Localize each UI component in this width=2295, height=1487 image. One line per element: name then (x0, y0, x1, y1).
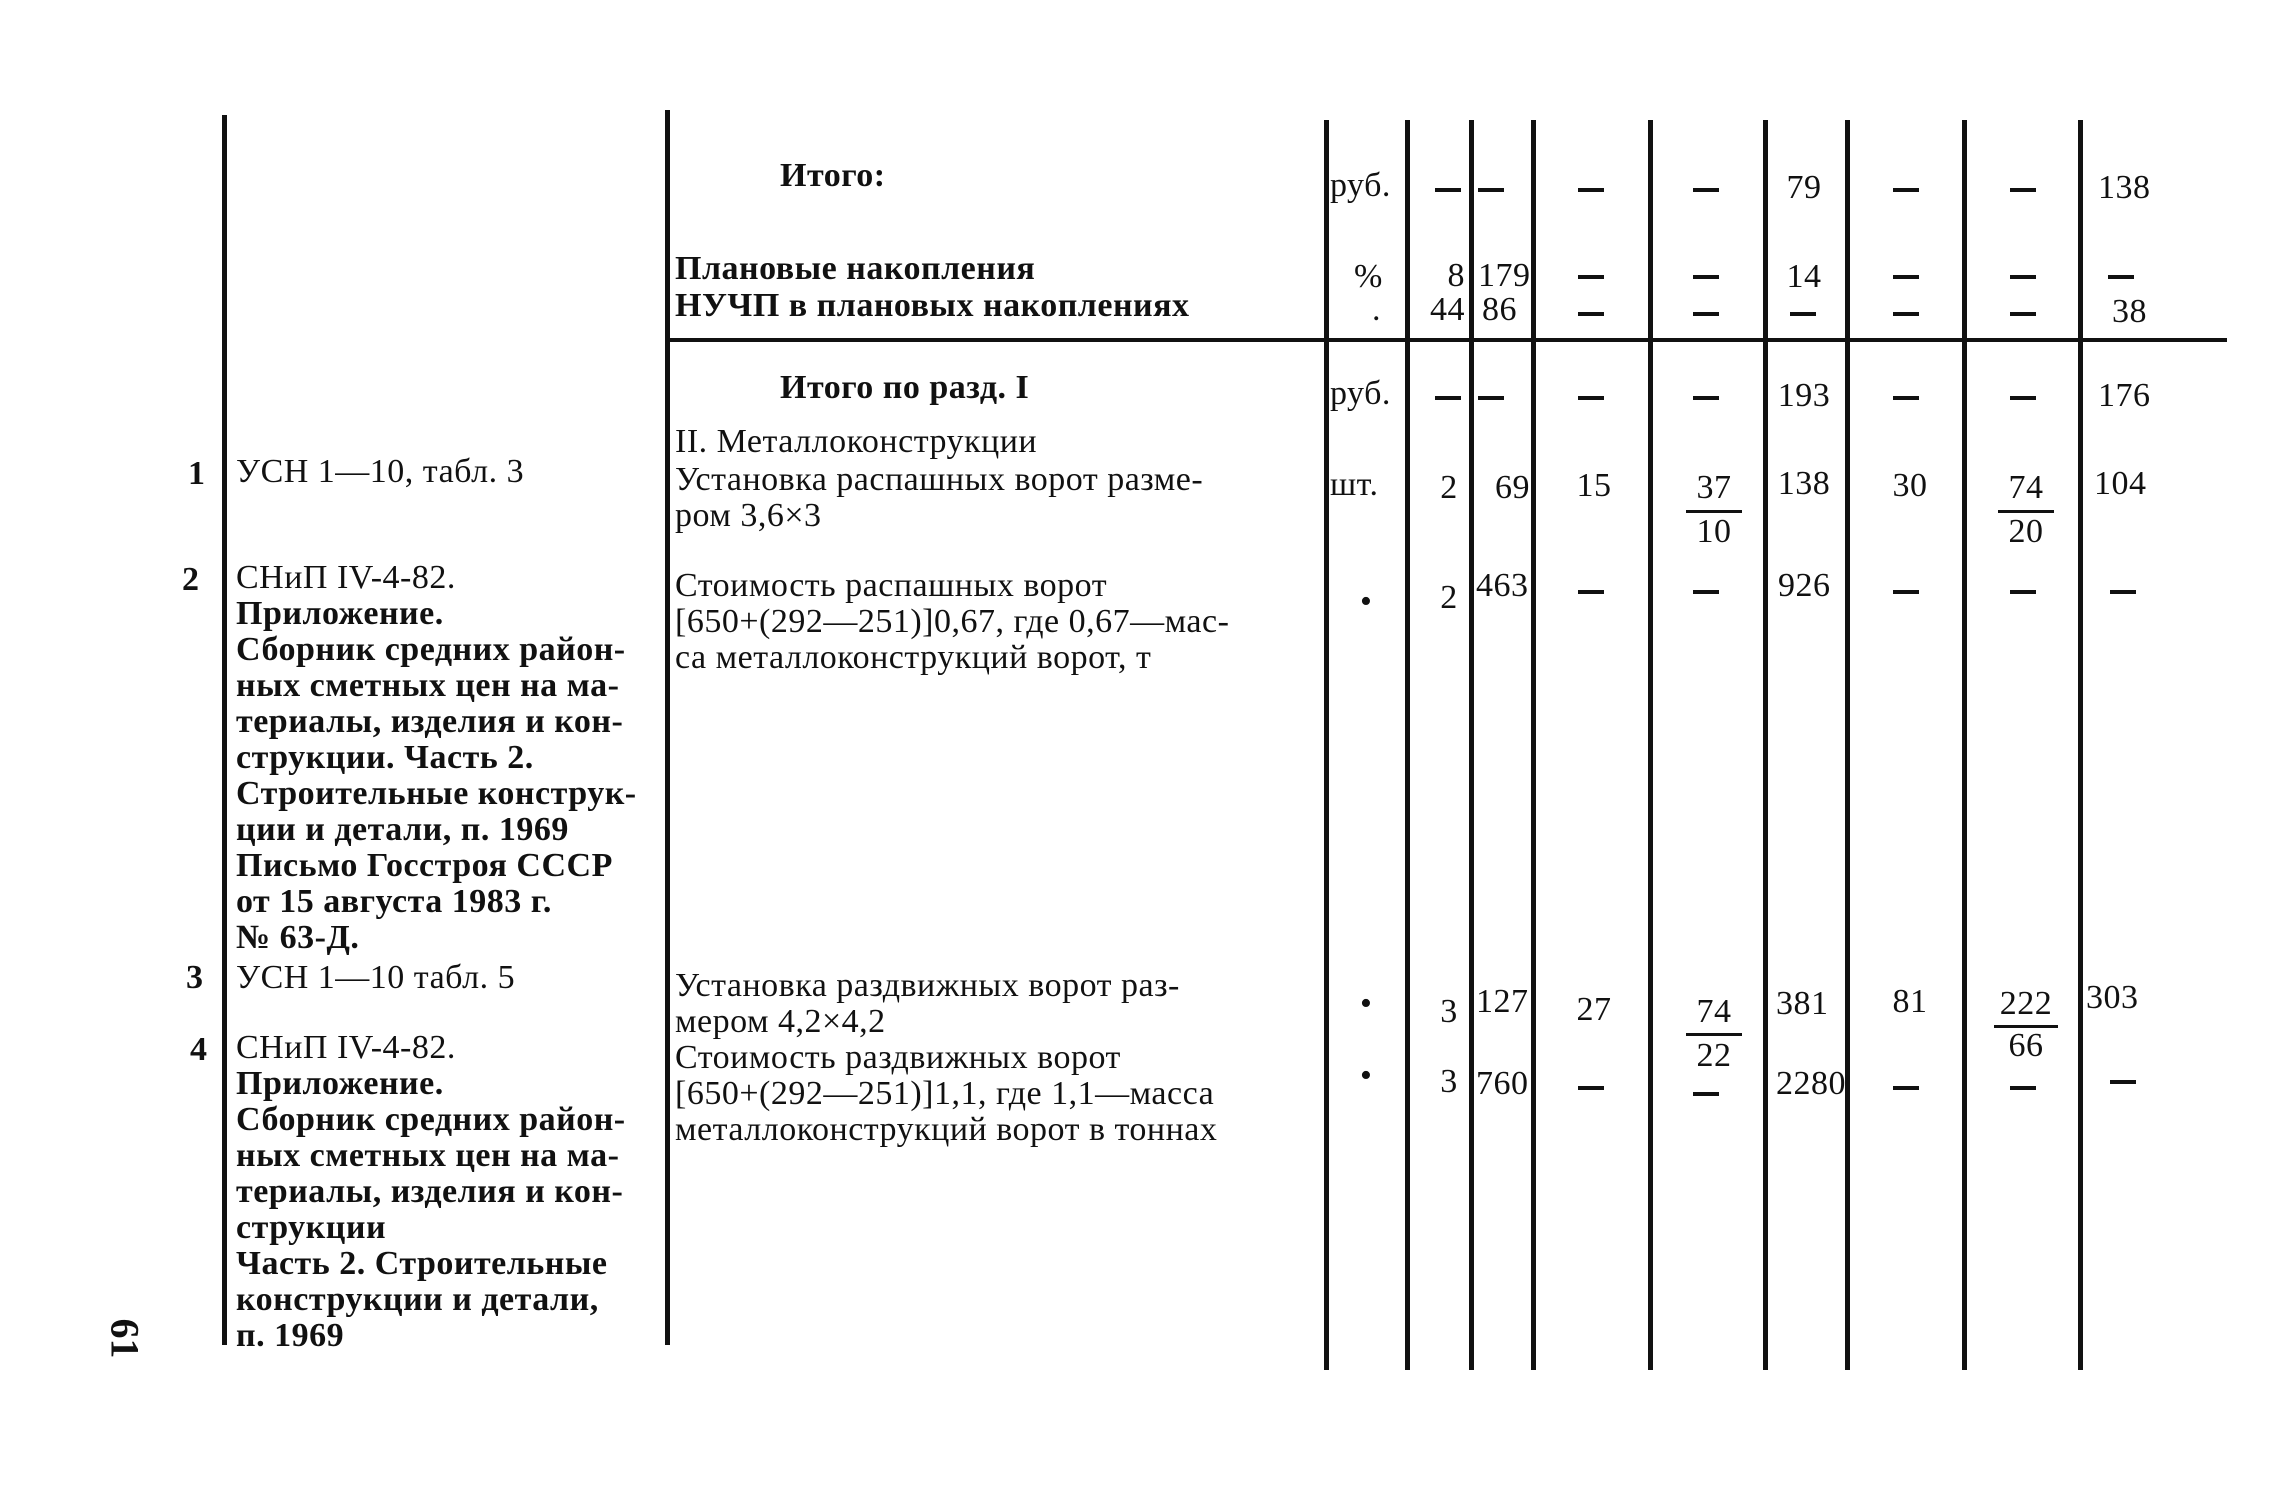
itogo-c5: 79 (1786, 169, 1822, 206)
rule-desc (1324, 120, 1329, 1370)
row-dash-c7 (2010, 590, 2036, 594)
row-description: Установка распашных ворот разме- (675, 461, 1204, 498)
planovye-dash-c9 (2108, 275, 2134, 279)
row-reference: Строительные конструк- (236, 775, 637, 812)
planovye-label: Плановые накопления (675, 250, 1036, 287)
row-description: ром 3,6×3 (675, 497, 822, 534)
row-unit: шт. (1330, 466, 1379, 503)
row-c7-bottom: 66 (2008, 1027, 2044, 1064)
row-dash-c4 (1693, 1092, 1719, 1096)
planovye-unit: % (1354, 258, 1383, 295)
row-unit: • (1360, 583, 1373, 620)
itogo-c9: 138 (2098, 169, 2151, 206)
row-c7-top: 222 (1999, 985, 2053, 1022)
row-c4-bottom: 22 (1696, 1037, 1732, 1074)
row-c5: 2280 (1776, 1065, 1846, 1102)
rule-ref (665, 110, 670, 1345)
row-reference: Сборник средних район- (236, 1101, 626, 1138)
row-c1: 2 (1440, 469, 1458, 506)
nuchp-dash-c7 (2010, 312, 2036, 316)
row-c5: 381 (1776, 985, 1829, 1022)
row-number: 2 (182, 561, 200, 598)
row-number: 4 (190, 1031, 208, 1068)
row-reference: териалы, изделия и кон- (236, 1173, 624, 1210)
nuchp-dash-c4 (1693, 312, 1719, 316)
row-dash-c8 (2110, 1080, 2136, 1084)
planovye-dash-c3 (1578, 275, 1604, 279)
row-c4-top: 37 (1696, 469, 1732, 506)
nuchp-dash-c5 (1790, 312, 1816, 316)
row-description: Стоимость распашных ворот (675, 567, 1108, 604)
row-description: Стоимость раздвижных ворот (675, 1039, 1121, 1076)
row-reference: от 15 августа 1983 г. (236, 883, 552, 920)
row-c1: 2 (1440, 579, 1458, 616)
itogo-dash-c3 (1578, 188, 1604, 192)
itogo-label: Итого: (780, 157, 886, 194)
row-reference: УСН 1—10, табл. 3 (236, 453, 525, 490)
row-reference: Часть 2. Строительные (236, 1245, 608, 1282)
planovye-dash-c4 (1693, 275, 1719, 279)
row-reference: струкции. Часть 2. (236, 739, 534, 776)
row-dash-c7 (2010, 1086, 2036, 1090)
rule-c7 (2078, 120, 2083, 1370)
nuchp-label: НУЧП в плановых накоплениях (675, 287, 1190, 324)
row-description: Установка раздвижных ворот раз- (675, 967, 1180, 1004)
nuchp-dash-c6 (1893, 312, 1919, 316)
itogo-razd-label: Итого по разд. I (780, 369, 1030, 406)
row-dash-c3 (1578, 1086, 1604, 1090)
itogo-dash-c7 (2010, 188, 2036, 192)
planovye-c2: 179 (1478, 257, 1531, 294)
row-description: мером 4,2×4,2 (675, 1003, 886, 1040)
row-c1: 3 (1440, 993, 1458, 1030)
row-reference: Приложение. (236, 1065, 444, 1102)
row-c7-top: 74 (2008, 469, 2044, 506)
row-reference: СНиП IV-4-82. (236, 559, 456, 596)
row-unit: • (1360, 1057, 1373, 1094)
row-c4-top: 74 (1696, 993, 1732, 1030)
page-number: 61 (102, 1318, 148, 1359)
rule-c2 (1531, 120, 1536, 1370)
rule-c3 (1648, 120, 1653, 1370)
section-divider (670, 338, 2227, 342)
rule-c5 (1845, 120, 1850, 1370)
row-dash-c4 (1693, 590, 1719, 594)
row-c5: 926 (1778, 567, 1831, 604)
row-c3: 27 (1576, 991, 1612, 1028)
row-reference: УСН 1—10 табл. 5 (236, 959, 516, 996)
row-c2: 69 (1495, 469, 1530, 506)
itogo-razd-c9: 176 (2098, 377, 2151, 414)
row-reference: п. 1969 (236, 1317, 345, 1354)
itogo-dash-c2 (1478, 188, 1504, 192)
planovye-dash-c6 (1893, 275, 1919, 279)
row-c6: 81 (1892, 983, 1928, 1020)
row-c7-bottom: 20 (2008, 513, 2044, 550)
row-reference: Сборник средних район- (236, 631, 626, 668)
nuchp-dash-c3 (1578, 312, 1604, 316)
nuchp-unit: . (1372, 291, 1381, 328)
row-description: [650+(292—251)]1,1, где 1,1—масса (675, 1075, 1215, 1112)
row-dash-c6 (1893, 590, 1919, 594)
itogo-razd-c5: 193 (1777, 377, 1831, 414)
itogo-razd-dash-c2 (1478, 396, 1504, 400)
nuchp-c1: 44 (1430, 291, 1465, 328)
planovye-dash-c7 (2010, 275, 2036, 279)
itogo-razd-dash-c3 (1578, 396, 1604, 400)
row-number: 3 (186, 959, 204, 996)
row-c5: 138 (1777, 465, 1831, 502)
itogo-razd-dash-c6 (1893, 396, 1919, 400)
row-c2: 760 (1476, 1065, 1529, 1102)
itogo-razd-unit: руб. (1330, 375, 1391, 412)
row-reference: териалы, изделия и кон- (236, 703, 624, 740)
row-reference: ции и детали, п. 1969 (236, 811, 569, 848)
itogo-razd-dash-c7 (2010, 396, 2036, 400)
row-reference: ных сметных цен на ма- (236, 667, 620, 704)
row-reference: СНиП IV-4-82. (236, 1029, 456, 1066)
row-reference: струкции (236, 1209, 387, 1246)
nuchp-c9: 38 (2112, 293, 2147, 330)
row-description: [650+(292—251)]0,67, где 0,67—мас- (675, 603, 1230, 640)
row-c1: 3 (1440, 1063, 1458, 1100)
row-number: 1 (188, 455, 206, 492)
itogo-razd-dash-c4 (1693, 396, 1719, 400)
itogo-unit: руб. (1330, 167, 1391, 204)
row-c2: 127 (1476, 983, 1529, 1020)
row-reference: Приложение. (236, 595, 444, 632)
row-description: са металлоконструкций ворот, т (675, 639, 1152, 676)
row-c6: 30 (1892, 467, 1928, 504)
rule-c1 (1469, 120, 1474, 1370)
itogo-razd-dash-c1 (1435, 396, 1461, 400)
row-c8: 104 (2094, 465, 2147, 502)
row-reference: № 63-Д. (236, 919, 360, 956)
section2-title: II. Металлоконструкции (675, 423, 1038, 460)
row-c4-bottom: 10 (1696, 513, 1732, 550)
row-c4-fraction-bar (1686, 1033, 1742, 1036)
row-dash-c8 (2110, 590, 2136, 594)
row-c8: 303 (2086, 979, 2139, 1016)
itogo-dash-c1 (1435, 188, 1461, 192)
nuchp-c2: 86 (1482, 291, 1517, 328)
rule-c6 (1962, 120, 1967, 1370)
row-dash-c6 (1893, 1086, 1919, 1090)
row-unit: • (1360, 985, 1373, 1022)
row-reference: ных сметных цен на ма- (236, 1137, 620, 1174)
row-dash-c3 (1578, 590, 1604, 594)
row-c2: 463 (1476, 567, 1529, 604)
row-reference: конструкции и детали, (236, 1281, 599, 1318)
planovye-c1: 8 (1447, 257, 1465, 294)
planovye-c5: 14 (1786, 258, 1822, 295)
row-reference: Письмо Госстроя СССР (236, 847, 613, 884)
itogo-dash-c4 (1693, 188, 1719, 192)
rule-left (222, 115, 227, 1345)
row-description: металлоконструкций ворот в тоннах (675, 1111, 1218, 1148)
itogo-dash-c6 (1893, 188, 1919, 192)
row-c3: 15 (1576, 467, 1612, 504)
rule-c4 (1763, 120, 1768, 1370)
